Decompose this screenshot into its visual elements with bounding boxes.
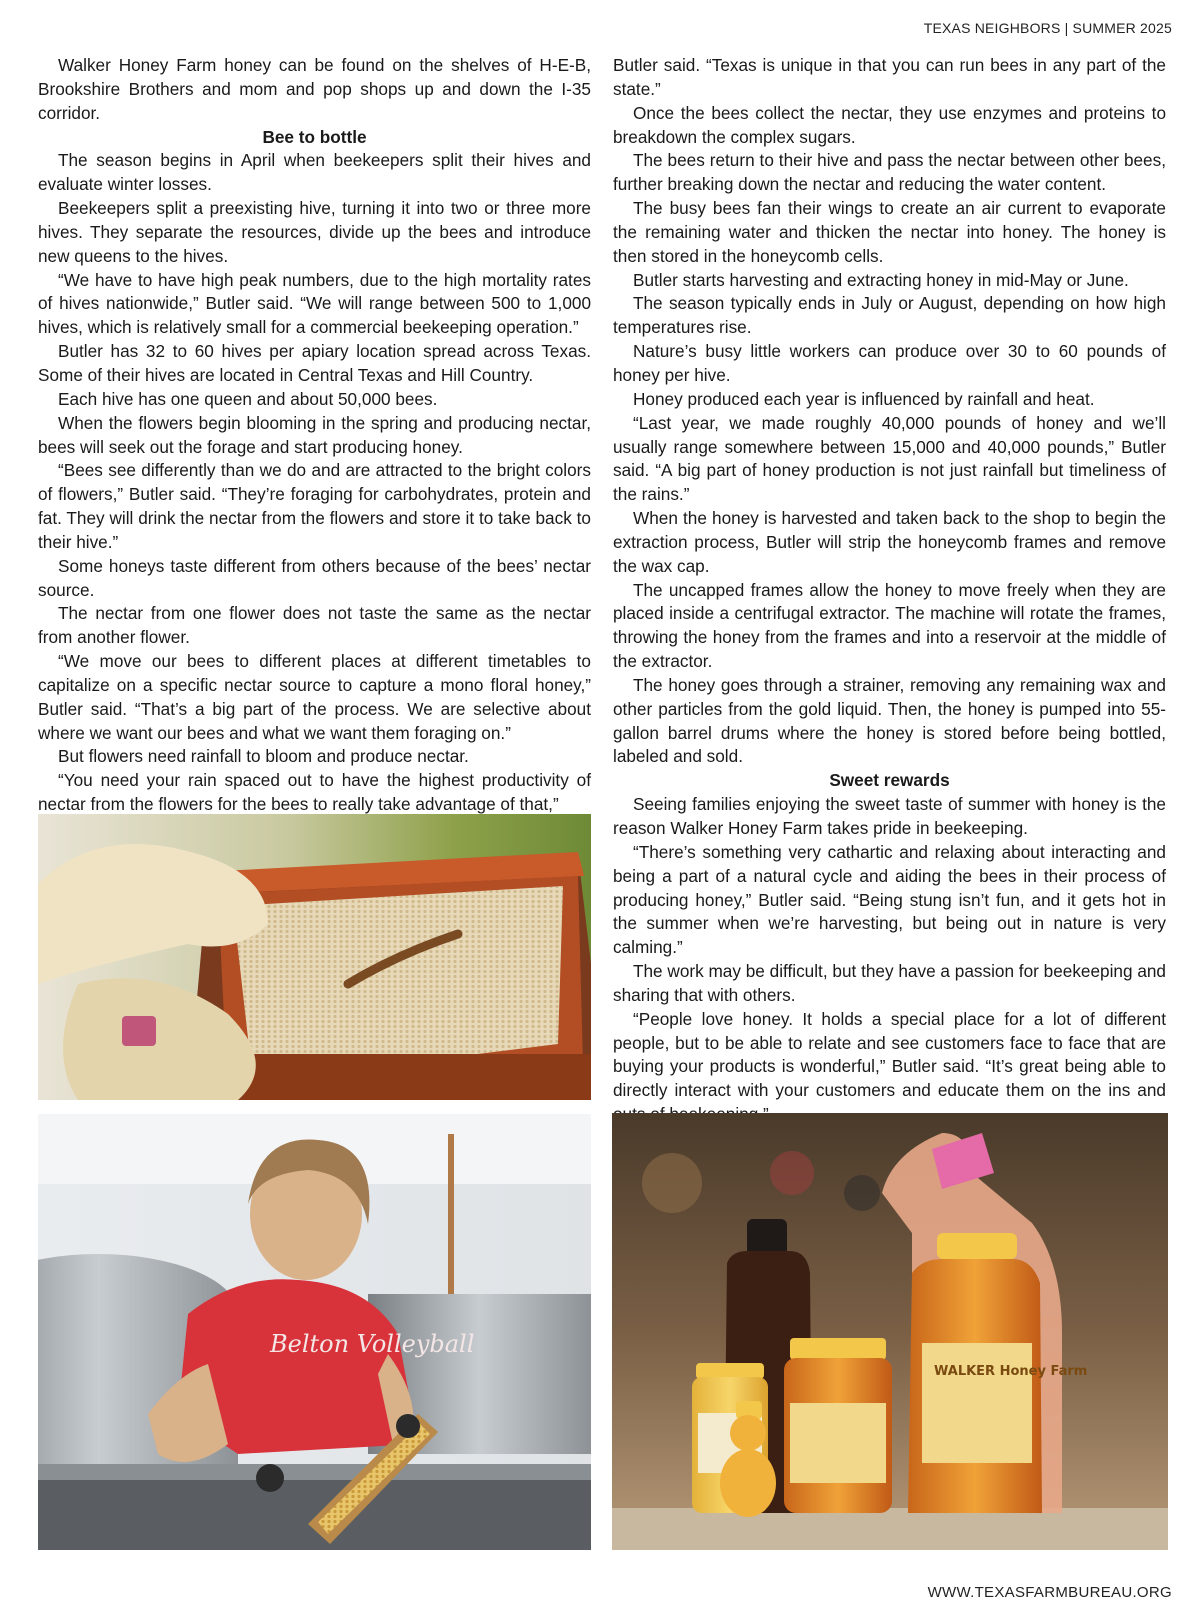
beekeeper-extracting-photo bbox=[38, 1114, 591, 1550]
label-brand-text: WALKER Honey Farm bbox=[934, 1364, 1088, 1379]
shirt-text: Belton Volleyball bbox=[270, 1330, 475, 1358]
article-paragraph: Some honeys taste different from others because of the bees’ nectar source. bbox=[38, 555, 591, 600]
article-paragraph: The nectar from one flower does not taste the same as the nectar from another flower. bbox=[38, 603, 591, 648]
article-paragraph: “We move our bees to different places at different timetables to capitalize on a specific nectar source to capture a mono floral honey,” Butler said. “That’s a big part of the process. We are selective about where we want our bees and what we want them foraging on.” bbox=[38, 651, 591, 743]
article-column-left bbox=[38, 54, 591, 817]
issue-header: TEXAS NEIGHBORS | SUMMER 2025 bbox=[923, 20, 1172, 36]
article-paragraph: Butler starts harvesting and extracting honey in mid-May or June. bbox=[633, 269, 1129, 290]
article-paragraph: The work may be difficult, but they have a passion for beekeeping and sharing that with others. bbox=[613, 961, 1166, 1005]
article-paragraph: “There’s something very cathartic and relaxing about interacting and being a part of a natural cycle and aiding the bees in their process of producing honey,” Butler said. “Being stung isn’t fun, and it gets hot in the summer when we’re harvesting, but being out in nature is very calming.” bbox=[613, 841, 1166, 958]
article-paragraph: Once the bees collect the nectar, they use enzymes and proteins to breakdown the complex sugars. bbox=[613, 102, 1166, 147]
site-url: WWW.TEXASFARMBUREAU.ORG bbox=[927, 1584, 1172, 1601]
article-paragraph: The busy bees fan their wings to create an air current to evaporate the remaining water and thicken the nectar into honey. The honey is then stored in the honeycomb cells. bbox=[613, 198, 1166, 266]
article-paragraph: Butler has 32 to 60 hives per apiary location spread across Texas. Some of their hives are located in Central Texas and Hill Country. bbox=[38, 341, 591, 385]
article-paragraph: Butler said. “Texas is unique in that you can run bees in any part of the state.” bbox=[613, 55, 1166, 99]
article-paragraph: “You need your rain spaced out to have the highest productivity of nectar from the flowers for the bees to really take advantage of that,” bbox=[38, 770, 591, 815]
article-paragraph: But flowers need rainfall to bloom and produce nectar. bbox=[58, 746, 469, 767]
article-paragraph: Honey produced each year is influenced by rainfall and heat. bbox=[633, 388, 1095, 409]
article-paragraph: “Last year, we made roughly 40,000 pounds of honey and we’ll usually range somewhere between 15,000 and 40,000 pounds,” Butler said. “A big part of honey production is not just rainfall but timeliness of the rains.” bbox=[613, 412, 1166, 505]
article-paragraph: “People love honey. It holds a special place for a lot of different people, but to be able to relate and see customers face to face that are buying your products is wonderful,” Butler said. “It’s great being able to directly interact with your customers and educate them on the ins and bbox=[613, 1008, 1166, 1101]
article-paragraph: “Bees see differently than we do and are attracted to the bright colors of flowers,” Butler said. “They’re foraging for carbohydrates, protein and fat. They will drink the nectar from the flowers and store it to take back to their hive.” bbox=[38, 460, 591, 552]
article-paragraph: When the honey is harvested and taken back to the shop to begin the extraction process, Butler will strip the honeycomb frames and remove the wax cap. bbox=[613, 508, 1166, 576]
article-paragraph: Each hive has one queen and about 50,000 bees. bbox=[58, 388, 438, 409]
article-paragraph: Beekeepers split a preexisting hive, turning it into two or three more hives. They separate the resources, divide up the bees and introduce new queens to the hives. bbox=[38, 198, 591, 266]
article-paragraph: The season typically ends in July or August, depending on how high temperatures rise. bbox=[613, 293, 1166, 338]
honey-jars-photo bbox=[612, 1113, 1168, 1550]
section-heading: Bee to bottle bbox=[262, 126, 367, 147]
article-column-right bbox=[613, 54, 1166, 1127]
article-paragraph: Seeing families enjoying the sweet taste of summer with honey is the reason Walker Honey Farm takes pride in beekeeping. bbox=[613, 794, 1166, 838]
section-heading: Sweet rewards bbox=[829, 770, 950, 791]
honeycomb-frame-photo bbox=[38, 814, 591, 1100]
article-paragraph: The season begins in April when beekeepers split their hives and evaluate winter losses. bbox=[38, 150, 591, 195]
article-paragraph: The bees return to their hive and pass the nectar between other bees, further breaking down the nectar and reducing the water content. bbox=[613, 150, 1166, 195]
article-paragraph: Walker Honey Farm honey can be found on the shelves of H-E-B, Brookshire Brothers and mom and pop shops up and down the I-35 corridor. bbox=[38, 55, 591, 123]
article-paragraph: “We have to have high peak numbers, due to the high mortality rates of hives nationwide,” Butler said. “We will range between 500 to 1,000 hives, which is relatively small for a commercial beekeeping operation.” bbox=[38, 269, 591, 338]
article-paragraph: The uncapped frames allow the honey to move freely when they are placed inside a centrifugal extractor. The machine will rotate the frames, throwing the honey from the frames and into a reservoir at the middle of the extractor. bbox=[613, 579, 1166, 672]
article-paragraph: When the flowers begin blooming in the spring and producing nectar, bees will seek out the forage and start producing honey. bbox=[38, 412, 591, 457]
article-paragraph: The honey goes through a strainer, removing any remaining wax and other particles from the gold liquid. Then, the honey is pumped into 55-gallon barrel drums where the honey is stored before being bottled, labeled and sold. bbox=[613, 674, 1166, 767]
article-paragraph: Nature’s busy little workers can produce over 30 to 60 pounds of honey per hive. bbox=[613, 341, 1166, 385]
